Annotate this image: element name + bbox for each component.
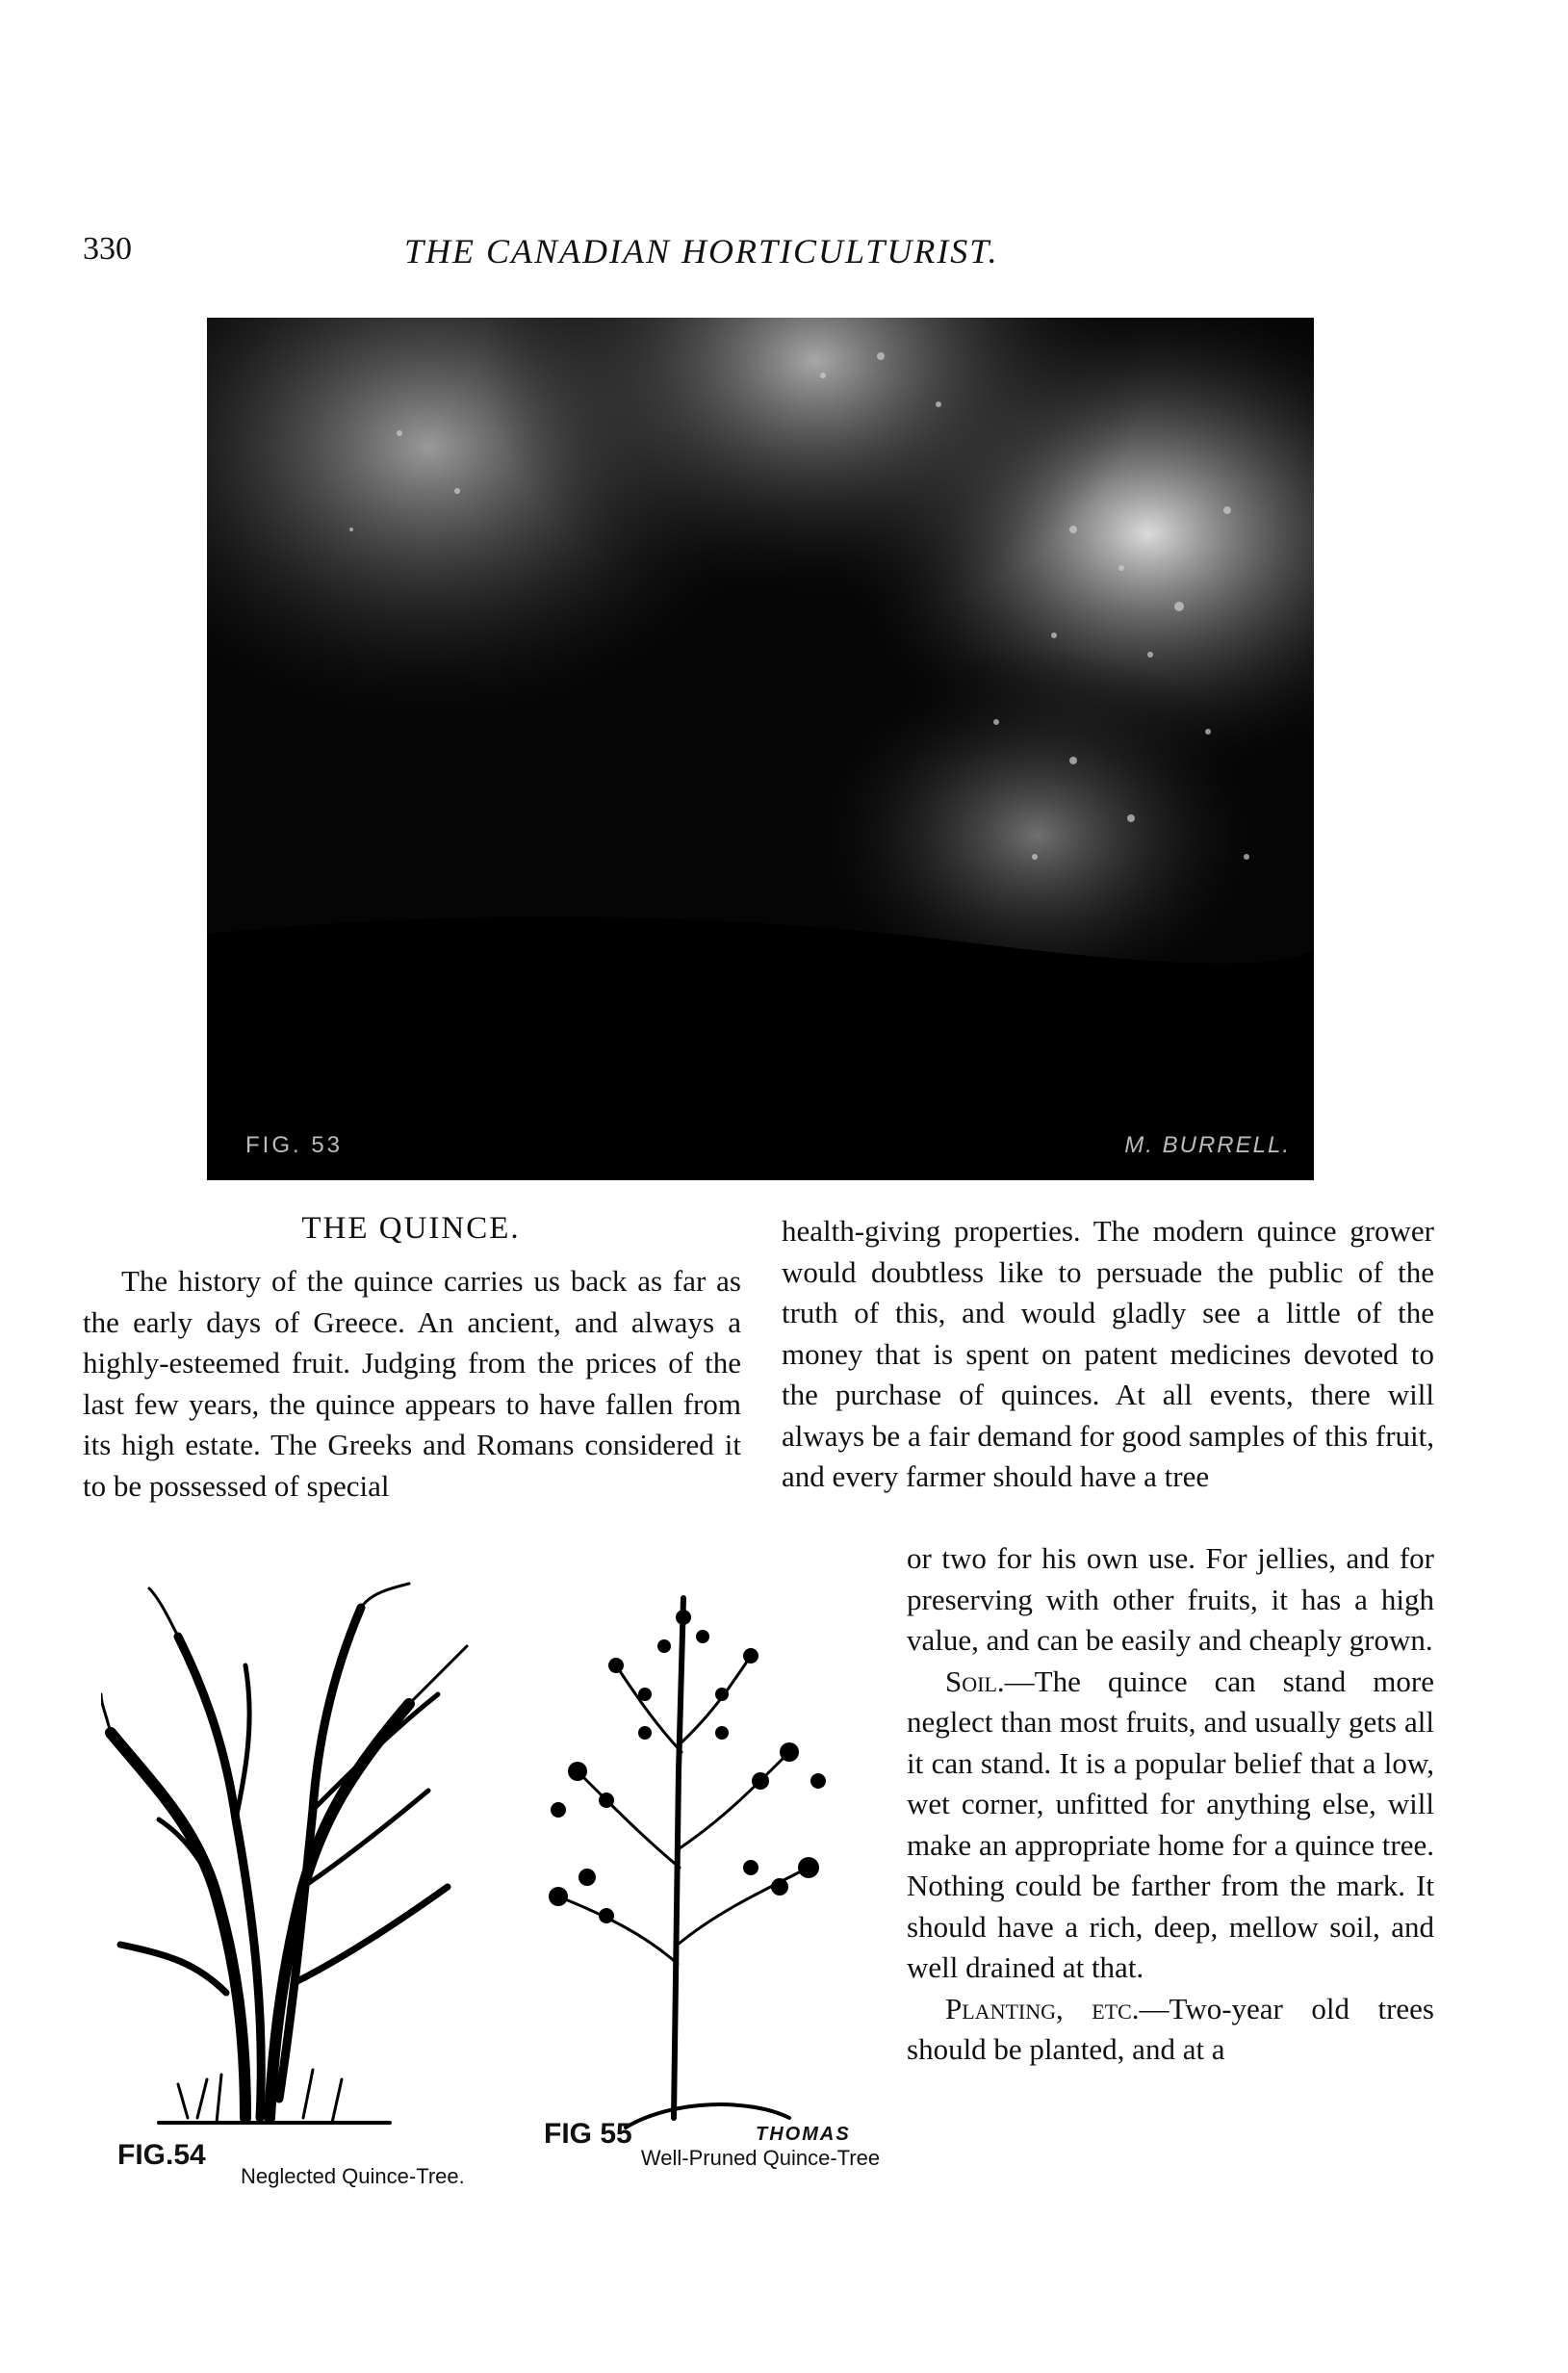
orchard-photo	[207, 318, 1314, 1180]
article-title: THE QUINCE.	[301, 1211, 521, 1246]
planting-heading: Planting, etc.	[945, 1991, 1140, 2025]
planting-text: —Two-year old trees should be planted, and at a	[907, 1991, 1434, 2066]
well-pruned-quince-tree-drawing	[501, 1579, 886, 2147]
photographer-credit: M. BURRELL.	[1124, 1132, 1291, 1158]
photo-plate-label: FIG. 53	[245, 1132, 344, 1158]
soil-heading: Soil.	[945, 1664, 1005, 1698]
left-column	[83, 1261, 741, 1507]
running-title: THE CANADIAN HORTICULTURIST.	[404, 232, 999, 271]
soil-paragraph	[907, 1662, 1434, 1989]
fig55-caption: Well-Pruned Quince-Tree	[640, 2146, 881, 2170]
right-column-top	[782, 1211, 1434, 1498]
continued-paragraph-end: or two for his own use. For jellies, and for preserving with other fruits, it has a high value, and can be easily and cheaply grown.	[907, 1541, 1434, 1657]
fig55-artist-signature: THOMAS	[756, 2124, 851, 2145]
continued-paragraph: health-giving properties. The modern quince grower would doubtless like to persuade the public of the truth of this, and would gladly see a little of the money that is spent on patent medicines devoted to the purchase of quinces. At all events, there will always be a fair demand for good samples of this fruit, and every farmer should have a tree	[782, 1214, 1434, 1493]
fig54-label: FIG.54	[117, 2139, 206, 2171]
planting-paragraph	[907, 1989, 1434, 2071]
soil-text: —The quince can stand more neglect than most fruits, and usually gets all it can stand. It is a popular belief that a low, wet corner, unfitted for anything else, will make an appropriate home for a quince tree. Nothing could be farther from the mark. It should have a rich, deep, mellow soil, and well drained at that.	[907, 1664, 1434, 1984]
fig54-caption: Neglected Quince-Tree.	[241, 2164, 465, 2188]
neglected-quince-tree-drawing	[101, 1579, 525, 2147]
fig55-label: FIG 55	[544, 2118, 632, 2150]
page-number: 330	[83, 231, 132, 267]
right-column-bottom	[907, 1538, 1434, 2071]
orchard-photo-image	[207, 318, 1314, 1180]
intro-paragraph: The history of the quince carries us back as far as the early days of Greece. An ancient, and always a highly-esteemed fruit. Judging from the prices of the last few years, the quince appears to have fallen from its high estate. The Greeks and Romans considered it to be possessed of special	[83, 1264, 741, 1503]
